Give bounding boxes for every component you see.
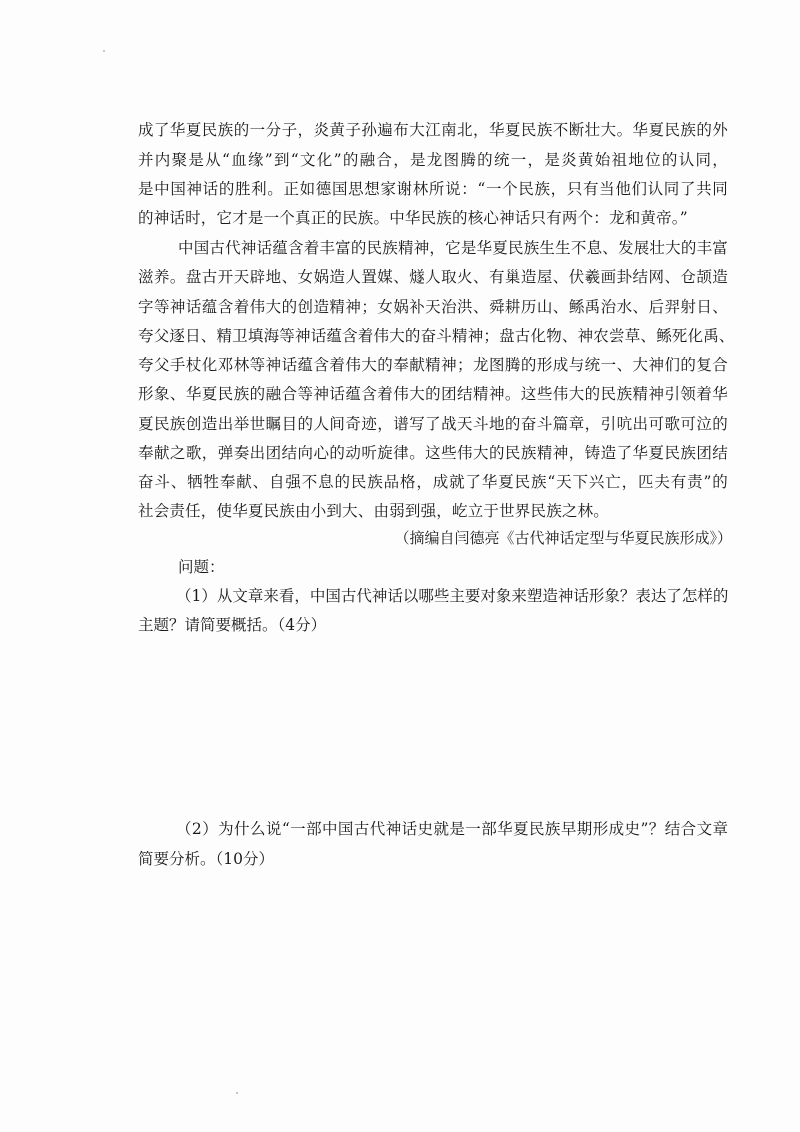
passage-line: 是中国神话的胜利。正如德国思想家谢林所说：“一个民族，只有当他们认同了共同 — [138, 180, 728, 198]
question-1-line: 主题？请简要概括。（4分） — [138, 616, 327, 634]
passage-line: 夸父逐日、精卫填海等神话蕴含着伟大的奋斗精神；盘古化物、神农尝草、鲧死化禹、 — [138, 327, 735, 345]
passage-line: 字等神话蕴含着伟大的创造精神；女娲补天治洪、舜耕历山、鲧禹治水、后羿射日、 — [138, 298, 728, 316]
passage-line: 夸父手杖化邓林等神话蕴含着伟大的奉献精神；龙图腾的形成与统一、大神们的复合 — [138, 356, 728, 374]
passage-line: 并内聚是从“血缘”到“文化”的融合，是龙图腾的统一，是炎黄始祖地位的认同， — [138, 151, 728, 169]
passage-line: 奉献之歌，弹奏出团结向心的动听旋律。这些伟大的民族精神，铸造了华夏民族团结 — [138, 444, 728, 462]
question-2-line: 简要分析。（10分） — [138, 850, 274, 868]
question-1-line: （1）从文章来看，中国古代神话以哪些主要对象来塑造神话形象？表达了怎样的 — [176, 587, 729, 605]
passage-line: 形象、华夏民族的融合等神话蕴含着伟大的团结精神。这些伟大的民族精神引领着华 — [138, 385, 728, 403]
passage-line: 社会责任，使华夏民族由小到大、由弱到强，屹立于世界民族之林。 — [138, 502, 610, 520]
scan-speck — [103, 50, 105, 52]
passage-line: 成了华夏民族的一分子，炎黄子孙遍布大江南北，华夏民族不断壮大。华夏民族的外 — [138, 121, 728, 139]
questions-label: 问题： — [178, 558, 225, 576]
passage-line: 中国古代神话蕴含着丰富的民族精神，它是华夏民族生生不息、发展壮大的丰富 — [178, 239, 728, 257]
passage-line: 奋斗、牺牲奉献、自强不息的民族品格，成就了华夏民族“天下兴亡，匹夫有责”的 — [138, 473, 728, 491]
passage-line: 夏民族创造出举世瞩目的人间奇迹，谱写了战天斗地的奋斗篇章，引吭出可歌可泣的 — [138, 415, 728, 433]
question-2-line: （2）为什么说“一部中国古代神话史就是一部华夏民族早期形成史”？结合文章 — [176, 820, 728, 838]
passage-line: 的神话时，它才是一个真正的民族。中华民族的核心神话只有两个：龙和黄帝。” — [138, 209, 688, 227]
passage-line: 滋养。盘古开天辟地、女娲造人置媒、燧人取火、有巢造屋、伏羲画卦结网、仓颉造 — [138, 268, 728, 286]
scan-speck — [236, 1092, 238, 1094]
source-citation: （摘编自闫德亮《古代神话定型与华夏民族形成》） — [394, 529, 732, 547]
